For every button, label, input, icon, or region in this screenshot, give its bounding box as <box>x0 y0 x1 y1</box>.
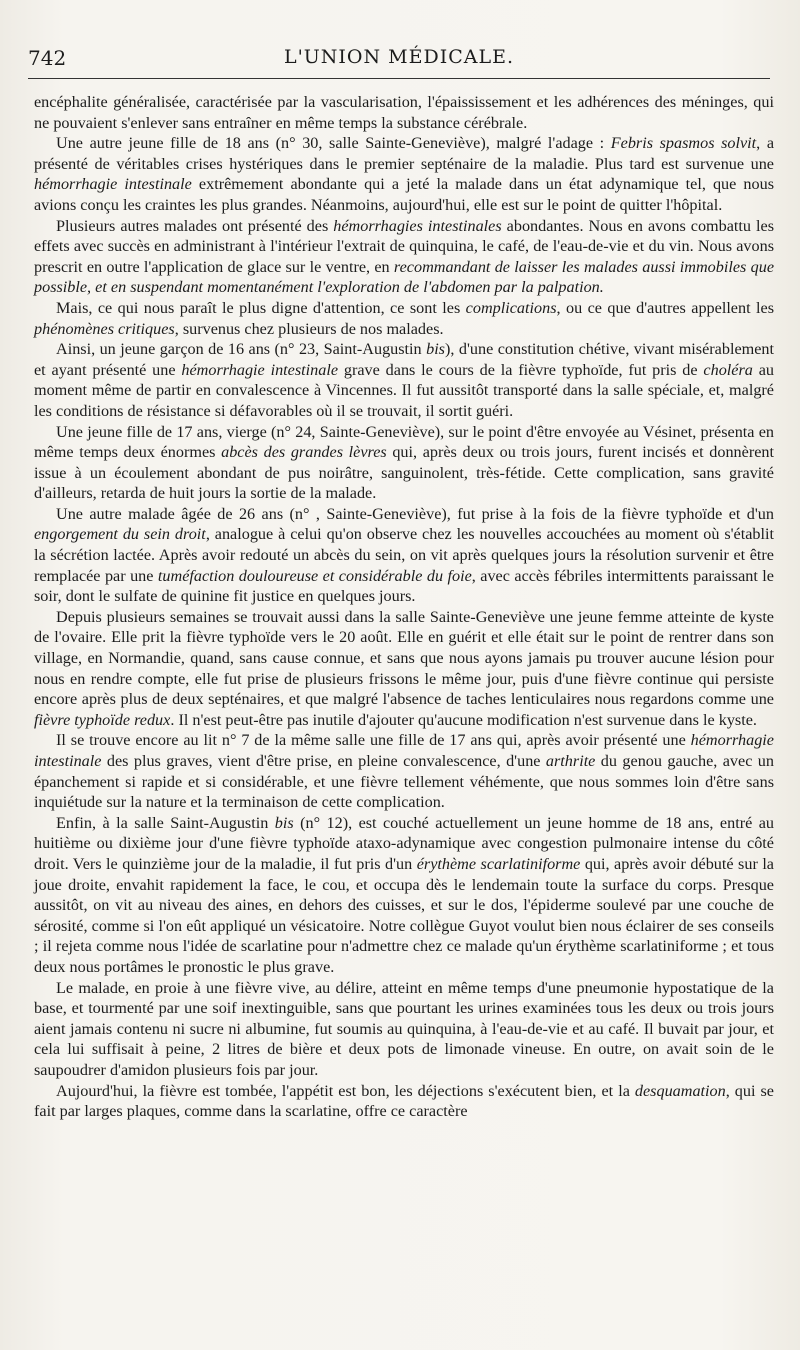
italic-text-run: hémorrhagie intestinale <box>181 360 339 379</box>
text-run: qui, après deux ou trois jours, furent incisés et donnèrent issue à un écoulement abondant de pus noirâtre, sanguinolent, très-fétide. Cette complication, sans gravité d'ailleurs, retarda de huit jours la sortie de la malade. <box>34 443 774 503</box>
italic-text-run: desquamation <box>634 1081 726 1100</box>
italic-text-run: complications <box>465 298 557 317</box>
text-run: Il se trouve encore au lit n° 7 de la même salle une fille de 17 ans qui, après avoir présenté une <box>56 731 691 750</box>
italic-text-run: arthrite <box>545 752 596 770</box>
text-run: au moment même de partir en convalescence à Vincennes. Il fut aussitôt transporté dans la salle spéciale, et, malgré les conditions de résistance si défavorables où il se trouvait, il sortit guéri. <box>34 360 774 420</box>
text-run: Plusieurs autres malades ont présenté des <box>56 216 334 235</box>
paragraph <box>34 133 774 215</box>
italic-text-run: phénomènes critiques <box>34 319 175 338</box>
text-run: . Il n'est peut-être pas inutile d'ajouter qu'aucune modification n'est survenue dans le kyste. <box>170 710 757 729</box>
paragraph <box>34 978 774 1081</box>
paragraph <box>34 730 774 812</box>
text-run: (n° 12), est couché actuellement un jeune homme de 18 ans, entré au huitième ou dixième jour d'une fièvre typhoïde ataxo-adynamique avec congestion pulmonaire intense du côté droit. Vers le quinzième jour de la maladie, il fut pris d'un <box>34 813 774 873</box>
text-run: , avec accès fébriles intermittents paraissant le soir, dont le sulfate de quinine fit justice en quelques jours. <box>34 566 774 606</box>
italic-text-run: abcès des grandes lèvres <box>221 443 387 462</box>
paragraph <box>34 504 774 607</box>
text-run: grave dans le cours de la fièvre typhoïde, fut pris de <box>338 360 704 379</box>
text-run: Enfin, à la salle Saint-Augustin <box>56 813 275 832</box>
page-number: 742 <box>28 46 67 70</box>
text-run: abondantes. Nous en avons combattu les effets avec succès en administrant à l'intérieur l'extrait de quinquina, le café, de l'eau-de-vie et du vin. Nous avons prescrit en outre l'application de glace sur le ventre, en <box>34 216 774 276</box>
paragraph <box>34 216 774 298</box>
text-run: , survenus chez plusieurs de nos malades. <box>174 319 444 338</box>
text-run: Une autre malade âgée de 26 ans (n° , Sainte-Geneviève), fut prise à la fois de la fièvre typhoïde et d'un <box>56 504 774 523</box>
text-run: Mais, ce qui nous paraît le plus digne d'attention, ce sont les <box>56 298 466 317</box>
italic-text-run: hémorrhagie intestinale <box>34 175 192 194</box>
article-body <box>34 92 774 1122</box>
italic-text-run: bis <box>426 340 445 359</box>
text-run: extrêmement abondante qui a jeté la malade dans un état adynamique tel, que nous avions conçu les craintes les plus grandes. Néanmoins, aujourd'hui, elle est sur le point de quitter l'hôpital. <box>34 175 774 214</box>
paragraph <box>34 422 774 504</box>
text-run: qui, après avoir débuté sur la joue droite, envahit rapidement la face, le cou, et occupa dès le lendemain toute la surface du corps. Presque aussitôt, on vit au niveau des aines, en dehors des cuisses, et sur le dos, l'épiderme soulevé par une couche de sérosité, comme si l'on eût appliqué un vésicatoire. Notre collègue Guyot voulut bien nous éclairer de ses conseils ; il rejeta comme nous l'idée de scarlatine pour n'admettre chez ce malade qu'un érythème scarlatiniforme ; et tous deux nous portâmes le pronostic le plus grave. <box>34 854 774 976</box>
paragraph <box>34 1081 774 1122</box>
text-run: encéphalite généralisée, caractérisée par la vascularisation, l'épaississement et les adhérences des méninges, qui ne pouvaient s'enlever sans entraîner en même temps la substance cérébrale. <box>34 93 774 132</box>
running-title: L'UNION MÉDICALE. <box>283 46 515 68</box>
header-rule <box>28 78 770 79</box>
text-run: ), d'une constitution chétive, vivant misérablement et ayant présenté une <box>34 340 775 379</box>
paragraph <box>34 298 774 339</box>
italic-text-run: Febris spasmos solvit <box>610 134 757 153</box>
paragraph <box>34 813 774 978</box>
text-run: , ou ce que d'autres appellent les <box>556 298 774 317</box>
text-run: des plus graves, vient d'être prise, en pleine convalescence, d'une <box>101 752 546 770</box>
italic-text-run: tuméfaction douloureuse et considérable du foie <box>157 566 472 585</box>
italic-text-run: choléra <box>703 360 753 379</box>
running-header <box>28 46 770 76</box>
italic-text-run: bis <box>274 813 294 832</box>
text-run: Aujourd'hui, la fièvre est tombée, l'appétit est bon, les déjections s'exécutent bien, et la <box>56 1081 635 1100</box>
italic-text-run: érythème scarlatiniforme <box>416 854 581 873</box>
text-run: , a présenté de véritables crises hystériques dans le premier septénaire de la maladie. Plus tard est survenue une <box>34 134 774 173</box>
text-run: du genou gauche, avec un épanchement si rapide et si considérable, et une fièvre tellement véhémente, que nous sommes loin d'être sans inquiétude sur la nature et la terminaison de cette complication. <box>34 752 774 812</box>
text-run: , qui se fait par larges plaques, comme dans la scarlatine, offre ce caractère <box>34 1081 774 1121</box>
italic-text-run: hémorrhagie intestinale <box>34 731 774 770</box>
italic-text-run: engorgement du sein droit <box>34 525 206 544</box>
text-run: Depuis plusieurs semaines se trouvait aussi dans la salle Sainte-Geneviève une jeune femme atteinte de kyste de l'ovaire. Elle prit la fièvre typhoïde vers le 20 août. Elle en guérit et elle était sur le point de rentrer dans son village, en Normandie, quand, sans cause connue, et sans que nous ayons jamais pu trouver aucune lésion pour nous en rendre compte, elle fut prise de plusieurs frissons le même jour, puis d'une fièvre continue qui persiste encore après plus de deux septénaires, et que malgré l'absence de taches lenticulaires nous regardons comme une <box>34 607 774 709</box>
paragraph <box>34 92 774 133</box>
text-run: Une jeune fille de 17 ans, vierge (n° 24, Sainte-Geneviève), sur le point d'être envoyée au Vésinet, présenta en même temps deux énormes <box>34 422 774 462</box>
paragraph <box>34 607 774 731</box>
text-run: Le malade, en proie à une fièvre vive, au délire, atteint en même temps d'une pneumonie hypostatique de la base, et tourmenté par une soif inextinguible, sans que pourtant les urines examinées tous les deux ou trois jours aient jamais contenu ni sucre ni albumine, fut soumis au quinquina, à l'eau-de-vie et au café. Il buvait par jour, et cela lui suffisait à peine, 2 litres de bière et deux pots de limonade vineuse. En outre, on avait soin de le saupoudrer d'amidon plusieurs fois par jour. <box>34 978 774 1079</box>
italic-text-run: hémorrhagies intestinales <box>333 216 502 235</box>
paragraph <box>34 339 774 421</box>
text-run: Une autre jeune fille de 18 ans (n° 30, salle Sainte-Geneviève), malgré l'adage : <box>56 134 611 153</box>
italic-text-run: recommandant de laisser les malades aussi immobiles que possible, et en suspendant momentanément l'exploration de l'abdomen par la palpation. <box>34 257 775 297</box>
text-run: , analogue à celui qu'on observe chez les nouvelles accouchées au moment où s'établit la sécrétion lactée. Après avoir redouté un abcès du sein, on vit après quelques jours la résolution survenir et être remplacée par une <box>34 525 775 585</box>
italic-text-run: fièvre typhoïde redux <box>34 710 171 729</box>
text-run: Ainsi, un jeune garçon de 16 ans (n° 23, Saint-Augustin <box>56 340 427 359</box>
